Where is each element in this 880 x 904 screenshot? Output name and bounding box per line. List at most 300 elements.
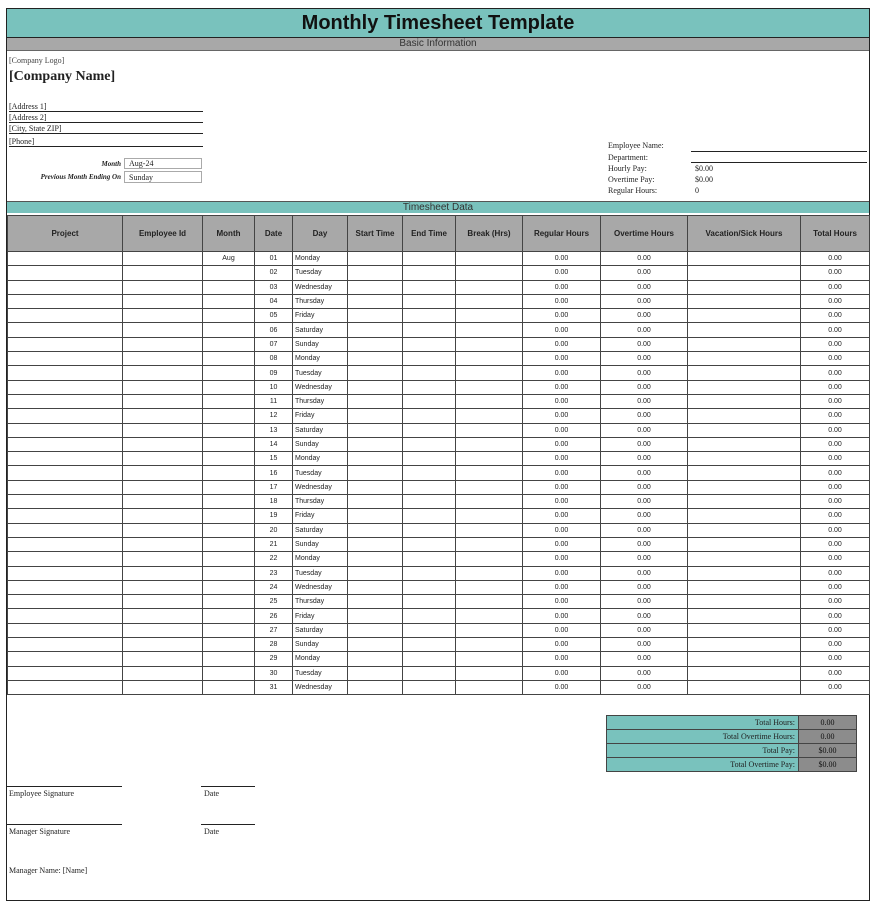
end-time-cell[interactable] xyxy=(403,452,456,466)
vacation-sick-hours-cell[interactable] xyxy=(688,680,801,694)
overtime-hours-cell[interactable]: 0.00 xyxy=(601,609,688,623)
total-hours-cell[interactable]: 0.00 xyxy=(801,409,870,423)
vacation-sick-hours-cell[interactable] xyxy=(688,409,801,423)
total-hours-cell[interactable]: 0.00 xyxy=(801,552,870,566)
start-time-cell[interactable] xyxy=(348,466,403,480)
overtime-hours-cell[interactable]: 0.00 xyxy=(601,638,688,652)
vacation-sick-hours-cell[interactable] xyxy=(688,537,801,551)
project-cell[interactable] xyxy=(8,266,123,280)
start-time-cell[interactable] xyxy=(348,537,403,551)
month-cell[interactable] xyxy=(203,623,255,637)
date-cell[interactable]: 07 xyxy=(255,337,293,351)
project-cell[interactable] xyxy=(8,480,123,494)
employee-id-cell[interactable] xyxy=(123,638,203,652)
overtime-hours-cell[interactable]: 0.00 xyxy=(601,380,688,394)
month-cell[interactable]: Aug xyxy=(203,252,255,266)
vacation-sick-hours-cell[interactable] xyxy=(688,580,801,594)
employee-id-cell[interactable] xyxy=(123,423,203,437)
day-cell[interactable]: Saturday xyxy=(293,523,348,537)
date-cell[interactable]: 28 xyxy=(255,638,293,652)
vacation-sick-hours-cell[interactable] xyxy=(688,552,801,566)
overtime-hours-cell[interactable]: 0.00 xyxy=(601,552,688,566)
start-time-cell[interactable] xyxy=(348,509,403,523)
overtime-hours-cell[interactable]: 0.00 xyxy=(601,437,688,451)
date-cell[interactable]: 05 xyxy=(255,309,293,323)
day-cell[interactable]: Wednesday xyxy=(293,480,348,494)
vacation-sick-hours-cell[interactable] xyxy=(688,623,801,637)
total-hours-cell[interactable]: 0.00 xyxy=(801,280,870,294)
company-name[interactable]: [Company Name] xyxy=(9,69,116,84)
date-cell[interactable]: 04 xyxy=(255,294,293,308)
date-cell[interactable]: 09 xyxy=(255,366,293,380)
start-time-cell[interactable] xyxy=(348,580,403,594)
break-cell[interactable] xyxy=(456,566,523,580)
date-cell[interactable]: 27 xyxy=(255,623,293,637)
day-cell[interactable]: Tuesday xyxy=(293,566,348,580)
end-time-cell[interactable] xyxy=(403,280,456,294)
total-hours-cell[interactable]: 0.00 xyxy=(801,537,870,551)
employee-id-cell[interactable] xyxy=(123,466,203,480)
date-cell[interactable]: 21 xyxy=(255,537,293,551)
date-cell[interactable]: 01 xyxy=(255,252,293,266)
month-cell[interactable] xyxy=(203,423,255,437)
regular-hours-cell[interactable]: 0.00 xyxy=(523,323,601,337)
end-time-cell[interactable] xyxy=(403,437,456,451)
regular-hours-cell[interactable]: 0.00 xyxy=(523,466,601,480)
overtime-hours-cell[interactable]: 0.00 xyxy=(601,480,688,494)
month-cell[interactable] xyxy=(203,337,255,351)
month-cell[interactable] xyxy=(203,352,255,366)
employee-id-cell[interactable] xyxy=(123,623,203,637)
vacation-sick-hours-cell[interactable] xyxy=(688,352,801,366)
month-cell[interactable] xyxy=(203,466,255,480)
overtime-hours-cell[interactable]: 0.00 xyxy=(601,337,688,351)
end-time-cell[interactable] xyxy=(403,523,456,537)
start-time-cell[interactable] xyxy=(348,680,403,694)
employee-id-cell[interactable] xyxy=(123,609,203,623)
break-cell[interactable] xyxy=(456,480,523,494)
day-cell[interactable]: Saturday xyxy=(293,423,348,437)
date-cell[interactable]: 30 xyxy=(255,666,293,680)
date-cell[interactable]: 19 xyxy=(255,509,293,523)
end-time-cell[interactable] xyxy=(403,623,456,637)
end-time-cell[interactable] xyxy=(403,509,456,523)
break-cell[interactable] xyxy=(456,280,523,294)
start-time-cell[interactable] xyxy=(348,252,403,266)
end-time-cell[interactable] xyxy=(403,366,456,380)
regular-hours-cell[interactable]: 0.00 xyxy=(523,380,601,394)
employee-id-cell[interactable] xyxy=(123,437,203,451)
employee-id-cell[interactable] xyxy=(123,266,203,280)
day-cell[interactable]: Sunday xyxy=(293,437,348,451)
total-hours-cell[interactable]: 0.00 xyxy=(801,294,870,308)
total-hours-cell[interactable]: 0.00 xyxy=(801,623,870,637)
start-time-cell[interactable] xyxy=(348,623,403,637)
month-input[interactable]: Aug-24 xyxy=(124,158,202,169)
total-hours-cell[interactable]: 0.00 xyxy=(801,437,870,451)
date-cell[interactable]: 14 xyxy=(255,437,293,451)
project-cell[interactable] xyxy=(8,666,123,680)
project-cell[interactable] xyxy=(8,638,123,652)
start-time-cell[interactable] xyxy=(348,294,403,308)
day-cell[interactable]: Thursday xyxy=(293,294,348,308)
regular-hours-cell[interactable]: 0.00 xyxy=(523,609,601,623)
break-cell[interactable] xyxy=(456,437,523,451)
break-cell[interactable] xyxy=(456,580,523,594)
month-cell[interactable] xyxy=(203,266,255,280)
employee-id-cell[interactable] xyxy=(123,294,203,308)
start-time-cell[interactable] xyxy=(348,323,403,337)
regular-hours-cell[interactable]: 0.00 xyxy=(523,652,601,666)
overtime-hours-cell[interactable]: 0.00 xyxy=(601,409,688,423)
break-cell[interactable] xyxy=(456,323,523,337)
break-cell[interactable] xyxy=(456,309,523,323)
day-cell[interactable]: Tuesday xyxy=(293,666,348,680)
overtime-hours-cell[interactable]: 0.00 xyxy=(601,580,688,594)
start-time-cell[interactable] xyxy=(348,409,403,423)
date-cell[interactable]: 26 xyxy=(255,609,293,623)
start-time-cell[interactable] xyxy=(348,280,403,294)
month-cell[interactable] xyxy=(203,523,255,537)
end-time-cell[interactable] xyxy=(403,352,456,366)
vacation-sick-hours-cell[interactable] xyxy=(688,394,801,408)
manager-date-line[interactable] xyxy=(201,824,255,825)
month-cell[interactable] xyxy=(203,595,255,609)
project-cell[interactable] xyxy=(8,366,123,380)
month-cell[interactable] xyxy=(203,609,255,623)
day-cell[interactable]: Monday xyxy=(293,252,348,266)
break-cell[interactable] xyxy=(456,552,523,566)
project-cell[interactable] xyxy=(8,252,123,266)
break-cell[interactable] xyxy=(456,466,523,480)
break-cell[interactable] xyxy=(456,495,523,509)
overtime-hours-cell[interactable]: 0.00 xyxy=(601,595,688,609)
project-cell[interactable] xyxy=(8,552,123,566)
month-cell[interactable] xyxy=(203,480,255,494)
regular-hours-cell[interactable]: 0.00 xyxy=(523,337,601,351)
address-2-field[interactable]: [Address 2] xyxy=(9,113,203,123)
break-cell[interactable] xyxy=(456,595,523,609)
month-cell[interactable] xyxy=(203,309,255,323)
day-cell[interactable]: Wednesday xyxy=(293,680,348,694)
day-cell[interactable]: Sunday xyxy=(293,638,348,652)
employee-id-cell[interactable] xyxy=(123,580,203,594)
regular-hours-cell[interactable]: 0.00 xyxy=(523,394,601,408)
project-cell[interactable] xyxy=(8,523,123,537)
overtime-hours-cell[interactable]: 0.00 xyxy=(601,294,688,308)
date-cell[interactable]: 16 xyxy=(255,466,293,480)
start-time-cell[interactable] xyxy=(348,366,403,380)
project-cell[interactable] xyxy=(8,466,123,480)
date-cell[interactable]: 13 xyxy=(255,423,293,437)
employee-id-cell[interactable] xyxy=(123,394,203,408)
end-time-cell[interactable] xyxy=(403,423,456,437)
day-cell[interactable]: Monday xyxy=(293,352,348,366)
vacation-sick-hours-cell[interactable] xyxy=(688,437,801,451)
date-cell[interactable]: 11 xyxy=(255,394,293,408)
totals-value[interactable]: $0.00 xyxy=(799,744,857,758)
project-cell[interactable] xyxy=(8,337,123,351)
date-cell[interactable]: 12 xyxy=(255,409,293,423)
employee-id-cell[interactable] xyxy=(123,537,203,551)
regular-hours-cell[interactable]: 0.00 xyxy=(523,437,601,451)
vacation-sick-hours-cell[interactable] xyxy=(688,466,801,480)
overtime-hours-cell[interactable]: 0.00 xyxy=(601,509,688,523)
employee-id-cell[interactable] xyxy=(123,380,203,394)
overtime-hours-cell[interactable]: 0.00 xyxy=(601,537,688,551)
employee-id-cell[interactable] xyxy=(123,309,203,323)
regular-hours-cell[interactable]: 0.00 xyxy=(523,252,601,266)
end-time-cell[interactable] xyxy=(403,337,456,351)
overtime-hours-cell[interactable]: 0.00 xyxy=(601,423,688,437)
manager-signature-line[interactable] xyxy=(7,824,122,825)
start-time-cell[interactable] xyxy=(348,638,403,652)
break-cell[interactable] xyxy=(456,352,523,366)
month-cell[interactable] xyxy=(203,509,255,523)
day-cell[interactable]: Monday xyxy=(293,652,348,666)
end-time-cell[interactable] xyxy=(403,580,456,594)
month-cell[interactable] xyxy=(203,394,255,408)
employee-id-cell[interactable] xyxy=(123,595,203,609)
employee-id-cell[interactable] xyxy=(123,452,203,466)
end-time-cell[interactable] xyxy=(403,495,456,509)
date-cell[interactable]: 23 xyxy=(255,566,293,580)
day-cell[interactable]: Thursday xyxy=(293,595,348,609)
end-time-cell[interactable] xyxy=(403,566,456,580)
employee-id-cell[interactable] xyxy=(123,666,203,680)
employee-id-cell[interactable] xyxy=(123,366,203,380)
start-time-cell[interactable] xyxy=(348,595,403,609)
date-cell[interactable]: 29 xyxy=(255,652,293,666)
total-hours-cell[interactable]: 0.00 xyxy=(801,466,870,480)
overtime-hours-cell[interactable]: 0.00 xyxy=(601,495,688,509)
overtime-hours-cell[interactable]: 0.00 xyxy=(601,280,688,294)
break-cell[interactable] xyxy=(456,380,523,394)
break-cell[interactable] xyxy=(456,423,523,437)
manager-name-field[interactable]: Manager Name: [Name] xyxy=(9,866,88,875)
regular-hours-cell[interactable]: 0.00 xyxy=(523,552,601,566)
totals-value[interactable]: 0.00 xyxy=(799,730,857,744)
vacation-sick-hours-cell[interactable] xyxy=(688,252,801,266)
total-hours-cell[interactable]: 0.00 xyxy=(801,337,870,351)
overtime-hours-cell[interactable]: 0.00 xyxy=(601,452,688,466)
day-cell[interactable]: Friday xyxy=(293,609,348,623)
regular-hours-cell[interactable]: 0.00 xyxy=(523,294,601,308)
totals-value[interactable]: $0.00 xyxy=(799,758,857,772)
break-cell[interactable] xyxy=(456,366,523,380)
date-cell[interactable]: 10 xyxy=(255,380,293,394)
day-cell[interactable]: Thursday xyxy=(293,394,348,408)
overtime-hours-cell[interactable]: 0.00 xyxy=(601,309,688,323)
break-cell[interactable] xyxy=(456,337,523,351)
start-time-cell[interactable] xyxy=(348,609,403,623)
end-time-cell[interactable] xyxy=(403,652,456,666)
start-time-cell[interactable] xyxy=(348,337,403,351)
date-cell[interactable]: 18 xyxy=(255,495,293,509)
end-time-cell[interactable] xyxy=(403,266,456,280)
month-cell[interactable] xyxy=(203,495,255,509)
regular-hours-cell[interactable]: 0.00 xyxy=(523,409,601,423)
overtime-hours-cell[interactable]: 0.00 xyxy=(601,366,688,380)
company-logo-placeholder[interactable]: [Company Logo] xyxy=(9,56,65,65)
day-cell[interactable]: Wednesday xyxy=(293,280,348,294)
department-field[interactable] xyxy=(691,162,867,163)
total-hours-cell[interactable]: 0.00 xyxy=(801,495,870,509)
project-cell[interactable] xyxy=(8,595,123,609)
end-time-cell[interactable] xyxy=(403,380,456,394)
vacation-sick-hours-cell[interactable] xyxy=(688,323,801,337)
vacation-sick-hours-cell[interactable] xyxy=(688,366,801,380)
employee-id-cell[interactable] xyxy=(123,652,203,666)
date-cell[interactable]: 25 xyxy=(255,595,293,609)
vacation-sick-hours-cell[interactable] xyxy=(688,380,801,394)
break-cell[interactable] xyxy=(456,537,523,551)
date-cell[interactable]: 15 xyxy=(255,452,293,466)
start-time-cell[interactable] xyxy=(348,380,403,394)
vacation-sick-hours-cell[interactable] xyxy=(688,566,801,580)
total-hours-cell[interactable]: 0.00 xyxy=(801,609,870,623)
break-cell[interactable] xyxy=(456,409,523,423)
regular-hours-cell[interactable]: 0.00 xyxy=(523,638,601,652)
total-hours-cell[interactable]: 0.00 xyxy=(801,366,870,380)
employee-id-cell[interactable] xyxy=(123,280,203,294)
project-cell[interactable] xyxy=(8,495,123,509)
regular-hours-cell[interactable]: 0.00 xyxy=(523,352,601,366)
start-time-cell[interactable] xyxy=(348,495,403,509)
overtime-hours-cell[interactable]: 0.00 xyxy=(601,394,688,408)
month-cell[interactable] xyxy=(203,666,255,680)
month-cell[interactable] xyxy=(203,409,255,423)
vacation-sick-hours-cell[interactable] xyxy=(688,452,801,466)
end-time-cell[interactable] xyxy=(403,323,456,337)
day-cell[interactable]: Monday xyxy=(293,552,348,566)
month-cell[interactable] xyxy=(203,380,255,394)
vacation-sick-hours-cell[interactable] xyxy=(688,666,801,680)
date-cell[interactable]: 03 xyxy=(255,280,293,294)
project-cell[interactable] xyxy=(8,409,123,423)
vacation-sick-hours-cell[interactable] xyxy=(688,294,801,308)
date-cell[interactable]: 22 xyxy=(255,552,293,566)
project-cell[interactable] xyxy=(8,423,123,437)
total-hours-cell[interactable]: 0.00 xyxy=(801,680,870,694)
date-cell[interactable]: 08 xyxy=(255,352,293,366)
previous-month-input[interactable]: Sunday xyxy=(124,171,202,183)
employee-id-cell[interactable] xyxy=(123,409,203,423)
start-time-cell[interactable] xyxy=(348,480,403,494)
day-cell[interactable]: Saturday xyxy=(293,323,348,337)
employee-id-cell[interactable] xyxy=(123,337,203,351)
start-time-cell[interactable] xyxy=(348,352,403,366)
end-time-cell[interactable] xyxy=(403,609,456,623)
project-cell[interactable] xyxy=(8,609,123,623)
phone-field[interactable]: [Phone] xyxy=(9,137,203,147)
project-cell[interactable] xyxy=(8,380,123,394)
end-time-cell[interactable] xyxy=(403,252,456,266)
regular-hours-cell[interactable]: 0.00 xyxy=(523,509,601,523)
project-cell[interactable] xyxy=(8,309,123,323)
total-hours-cell[interactable]: 0.00 xyxy=(801,480,870,494)
month-cell[interactable] xyxy=(203,452,255,466)
break-cell[interactable] xyxy=(456,509,523,523)
day-cell[interactable]: Tuesday xyxy=(293,366,348,380)
vacation-sick-hours-cell[interactable] xyxy=(688,595,801,609)
regular-hours-cell[interactable]: 0.00 xyxy=(523,580,601,594)
project-cell[interactable] xyxy=(8,352,123,366)
regular-hours-cell[interactable]: 0.00 xyxy=(523,595,601,609)
employee-name-field[interactable] xyxy=(691,151,867,152)
day-cell[interactable]: Wednesday xyxy=(293,380,348,394)
break-cell[interactable] xyxy=(456,394,523,408)
month-cell[interactable] xyxy=(203,280,255,294)
regular-hours-cell[interactable]: 0.00 xyxy=(523,566,601,580)
end-time-cell[interactable] xyxy=(403,638,456,652)
end-time-cell[interactable] xyxy=(403,680,456,694)
date-cell[interactable]: 20 xyxy=(255,523,293,537)
regular-hours-cell[interactable]: 0.00 xyxy=(523,480,601,494)
date-cell[interactable]: 17 xyxy=(255,480,293,494)
project-cell[interactable] xyxy=(8,580,123,594)
start-time-cell[interactable] xyxy=(348,452,403,466)
start-time-cell[interactable] xyxy=(348,552,403,566)
vacation-sick-hours-cell[interactable] xyxy=(688,423,801,437)
start-time-cell[interactable] xyxy=(348,423,403,437)
regular-hours-cell[interactable]: 0.00 xyxy=(523,366,601,380)
total-hours-cell[interactable]: 0.00 xyxy=(801,580,870,594)
project-cell[interactable] xyxy=(8,437,123,451)
total-hours-cell[interactable]: 0.00 xyxy=(801,595,870,609)
regular-hours-cell[interactable]: 0.00 xyxy=(523,423,601,437)
regular-hours-cell[interactable]: 0.00 xyxy=(523,280,601,294)
total-hours-cell[interactable]: 0.00 xyxy=(801,380,870,394)
end-time-cell[interactable] xyxy=(403,466,456,480)
start-time-cell[interactable] xyxy=(348,666,403,680)
overtime-hours-cell[interactable]: 0.00 xyxy=(601,566,688,580)
employee-id-cell[interactable] xyxy=(123,552,203,566)
overtime-hours-cell[interactable]: 0.00 xyxy=(601,466,688,480)
break-cell[interactable] xyxy=(456,666,523,680)
end-time-cell[interactable] xyxy=(403,666,456,680)
total-hours-cell[interactable]: 0.00 xyxy=(801,638,870,652)
start-time-cell[interactable] xyxy=(348,652,403,666)
month-cell[interactable] xyxy=(203,294,255,308)
day-cell[interactable]: Wednesday xyxy=(293,580,348,594)
total-hours-cell[interactable]: 0.00 xyxy=(801,523,870,537)
project-cell[interactable] xyxy=(8,652,123,666)
end-time-cell[interactable] xyxy=(403,595,456,609)
end-time-cell[interactable] xyxy=(403,394,456,408)
vacation-sick-hours-cell[interactable] xyxy=(688,495,801,509)
overtime-hours-cell[interactable]: 0.00 xyxy=(601,323,688,337)
overtime-hours-cell[interactable]: 0.00 xyxy=(601,666,688,680)
break-cell[interactable] xyxy=(456,523,523,537)
regular-hours-cell[interactable]: 0.00 xyxy=(523,495,601,509)
break-cell[interactable] xyxy=(456,252,523,266)
employee-id-cell[interactable] xyxy=(123,523,203,537)
overtime-hours-cell[interactable]: 0.00 xyxy=(601,652,688,666)
end-time-cell[interactable] xyxy=(403,480,456,494)
regular-hours-cell[interactable]: 0.00 xyxy=(523,666,601,680)
start-time-cell[interactable] xyxy=(348,309,403,323)
employee-id-cell[interactable] xyxy=(123,680,203,694)
day-cell[interactable]: Monday xyxy=(293,452,348,466)
total-hours-cell[interactable]: 0.00 xyxy=(801,394,870,408)
start-time-cell[interactable] xyxy=(348,394,403,408)
break-cell[interactable] xyxy=(456,652,523,666)
break-cell[interactable] xyxy=(456,609,523,623)
end-time-cell[interactable] xyxy=(403,537,456,551)
employee-id-cell[interactable] xyxy=(123,352,203,366)
start-time-cell[interactable] xyxy=(348,566,403,580)
